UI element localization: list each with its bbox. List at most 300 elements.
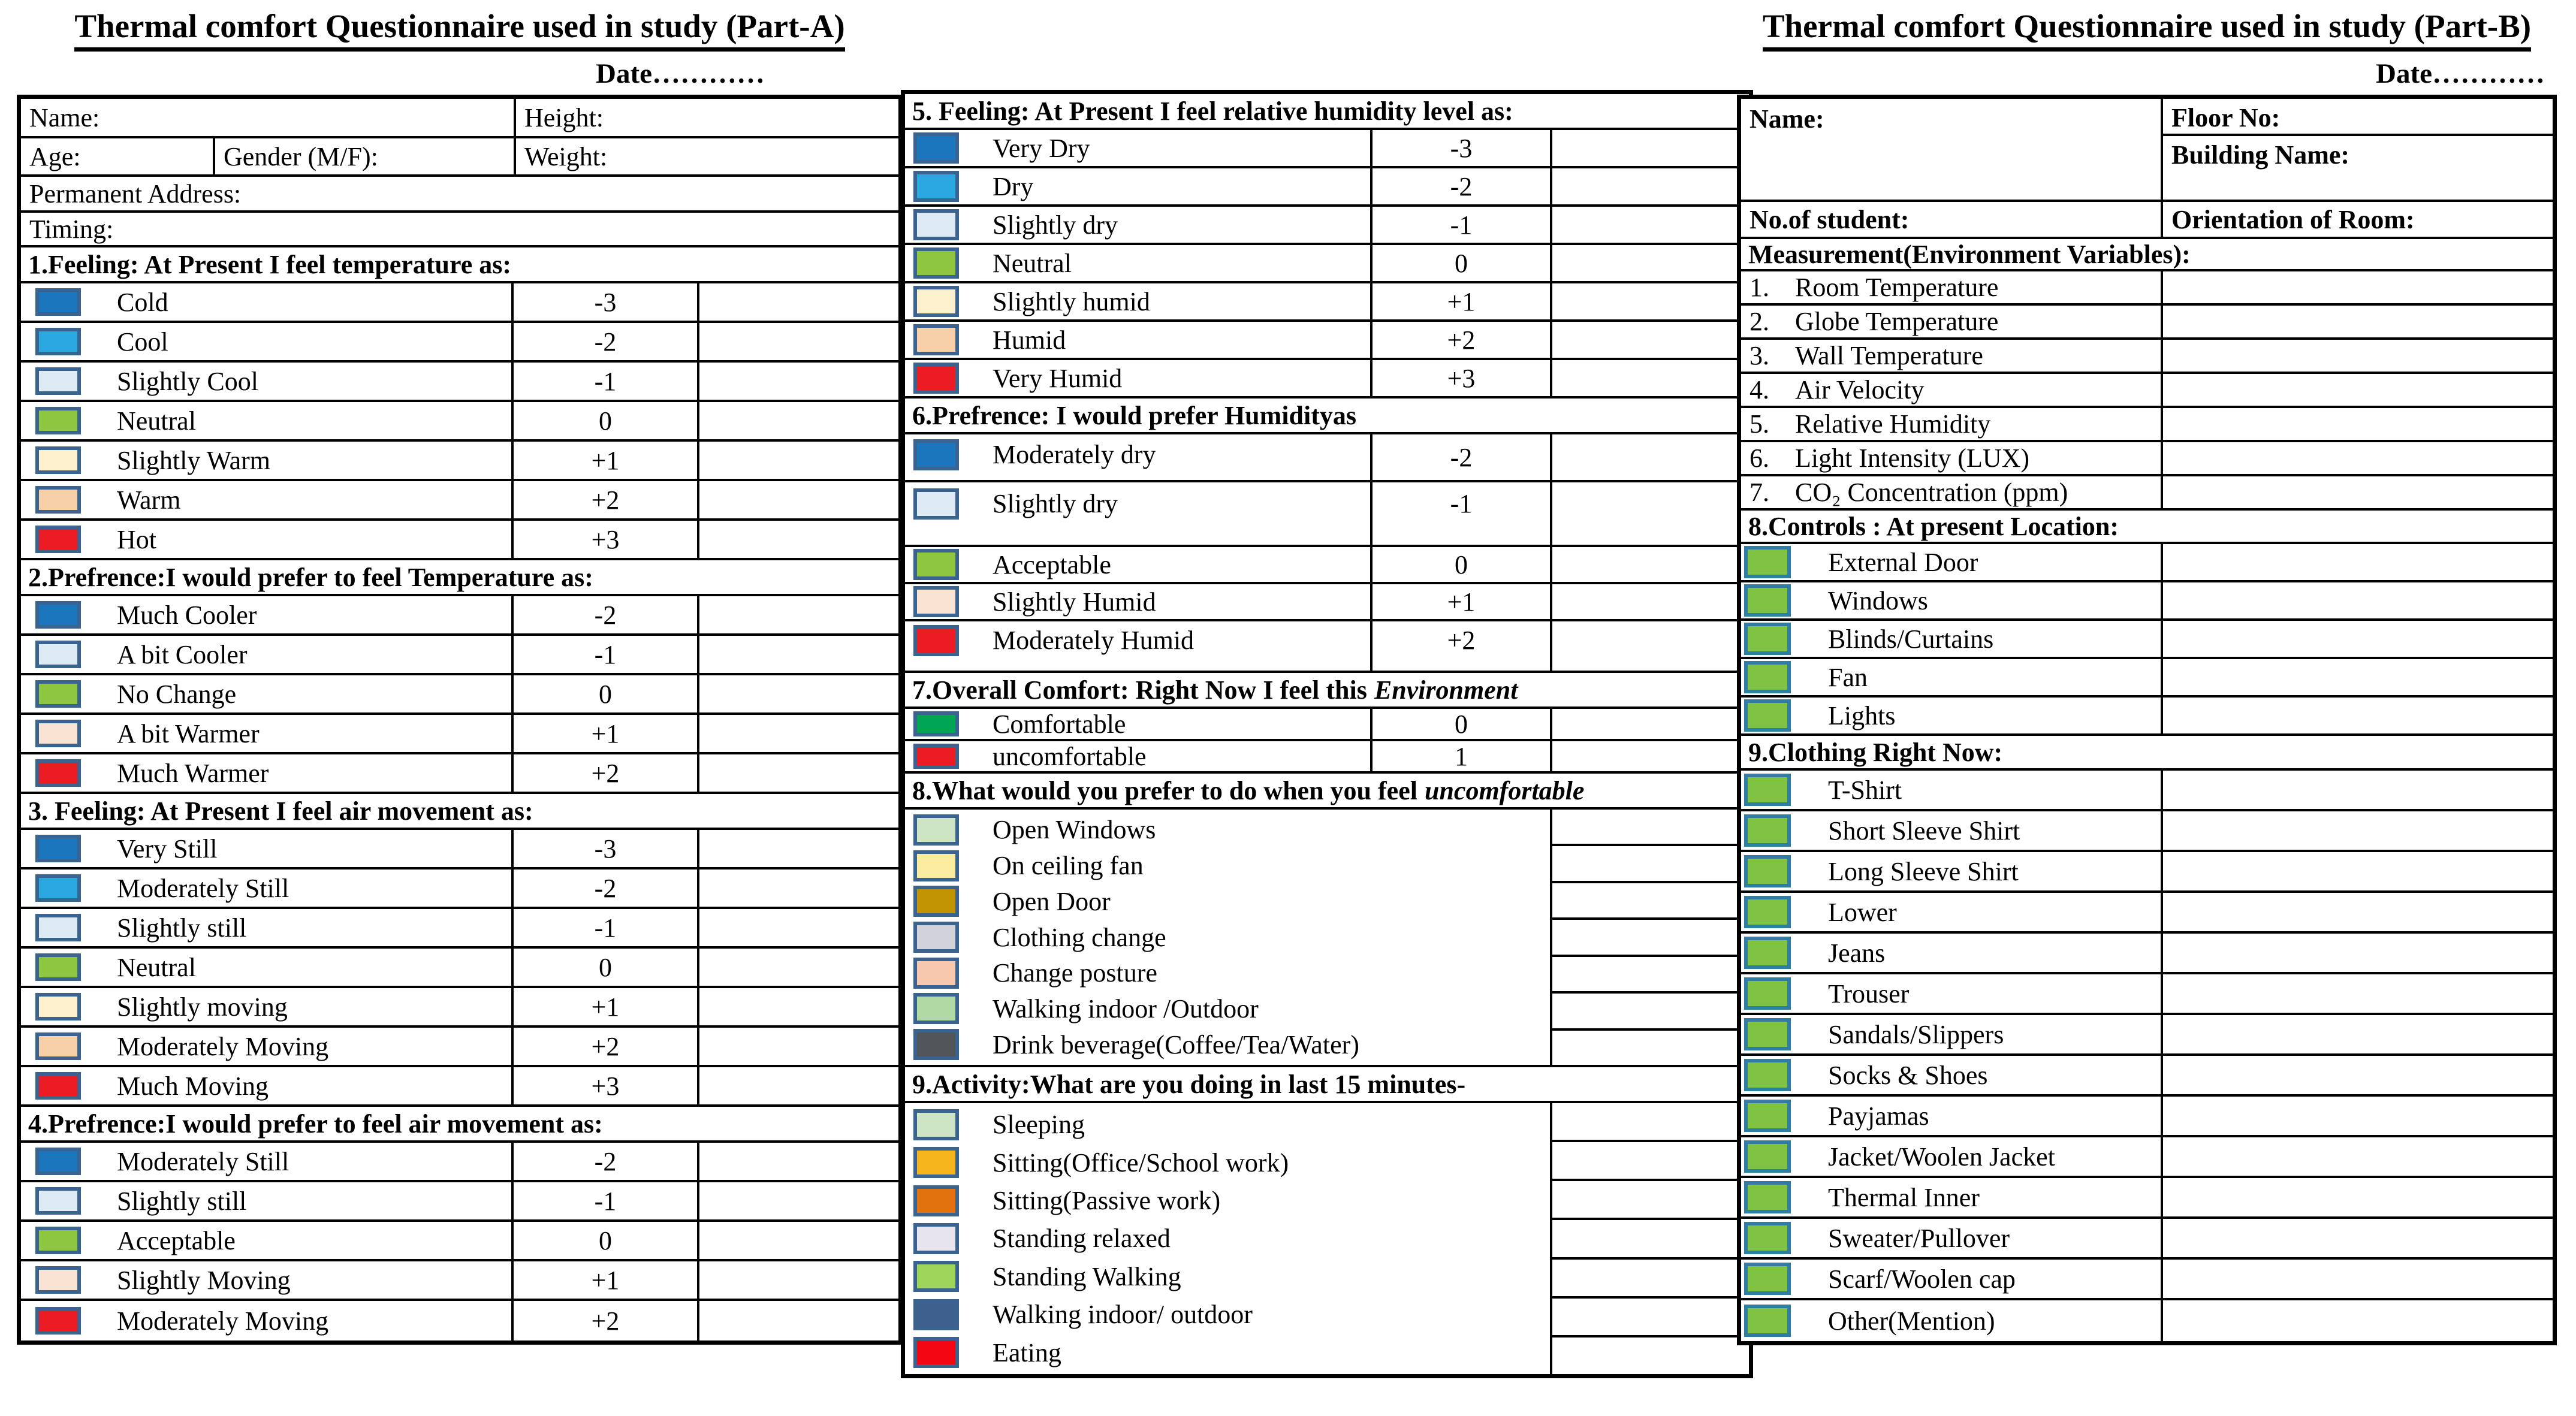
item-row	[21, 323, 898, 363]
answer-cell[interactable]	[1552, 810, 1749, 846]
color-swatch	[913, 247, 959, 279]
color-swatch	[913, 993, 959, 1024]
control-row	[1741, 659, 2553, 698]
color-swatch	[35, 874, 81, 902]
section-7-header: 7.Overall Comfort: Right Now I feel this Environment	[912, 675, 1518, 705]
answer-cell[interactable]	[1552, 846, 1749, 883]
option-label: Drink beverage(Coffee/Tea/Water)	[993, 1029, 1359, 1059]
measurement-row	[1741, 271, 2553, 306]
answer-cell[interactable]	[697, 363, 898, 400]
color-swatch	[35, 1032, 81, 1060]
item-label: Acceptable	[993, 550, 1111, 579]
answer-cell[interactable]	[1552, 1031, 1749, 1065]
answer-cell[interactable]	[697, 636, 898, 673]
color-swatch	[913, 488, 959, 520]
section-5-header: 5. Feeling: At Present I feel relative humidity level as:	[912, 96, 1513, 126]
height-field[interactable]: Height:	[514, 99, 898, 136]
answer-cell[interactable]	[1552, 920, 1749, 956]
part-a-title: Thermal comfort Questionnaire used in study (Part-A)	[17, 7, 903, 52]
panel-part-a	[17, 7, 903, 1345]
control-label: External Door	[1828, 547, 1978, 577]
section-2-header: 2.Prefrence:I would prefer to feel Temperature as:	[28, 562, 593, 592]
option	[905, 848, 1550, 884]
measurement-label: Light Intensity (LUX)	[1795, 443, 2030, 473]
color-swatch	[1744, 584, 1791, 617]
item-row	[21, 481, 898, 521]
address-field[interactable]: Permanent Address:	[29, 179, 242, 209]
answer-cell[interactable]	[1552, 1220, 1749, 1259]
item-row	[21, 949, 898, 988]
answer-cell[interactable]	[2161, 408, 2553, 440]
option-label: Standing relaxed	[993, 1224, 1171, 1254]
info-row	[21, 99, 898, 138]
item-row	[21, 1301, 898, 1340]
answer-cell[interactable]	[697, 596, 898, 633]
control-row	[1741, 544, 2553, 582]
clothing-row	[1741, 1015, 2553, 1056]
item-row	[21, 1182, 898, 1222]
item-label: Slightly still	[117, 1186, 247, 1216]
orientation-field[interactable]: Orientation of Room:	[2161, 202, 2553, 237]
answer-cell[interactable]	[697, 869, 898, 907]
row-number: 6.	[1749, 443, 1769, 473]
answer-cell[interactable]	[2161, 271, 2553, 303]
answer-cell[interactable]	[2161, 476, 2553, 508]
answer-cell[interactable]	[1550, 434, 1749, 480]
floor-no-field[interactable]: Floor No:	[2171, 103, 2281, 132]
item-row	[21, 1143, 898, 1182]
item-row	[21, 363, 898, 402]
answer-cell[interactable]	[2161, 698, 2553, 733]
answer-cell[interactable]	[697, 949, 898, 986]
scale-value: 1	[1370, 741, 1550, 771]
color-swatch	[913, 1147, 959, 1178]
answer-cell[interactable]	[1552, 1337, 1749, 1374]
answer-cell[interactable]	[697, 323, 898, 360]
color-swatch	[913, 586, 959, 617]
clothing-row	[1741, 1219, 2553, 1260]
answer-cell[interactable]	[697, 675, 898, 712]
option	[905, 1106, 1550, 1143]
answer-cell[interactable]	[697, 830, 898, 867]
clothing-row	[1741, 893, 2553, 934]
answer-cell[interactable]	[1552, 1299, 1749, 1337]
section-9-header: 9.Activity:What are you doing in last 15 minutes-	[912, 1069, 1466, 1099]
option	[905, 1026, 1550, 1062]
answer-cell[interactable]	[697, 1143, 898, 1180]
item-row	[21, 1261, 898, 1301]
answer-cell[interactable]	[2161, 442, 2553, 474]
measurement-row	[1741, 476, 2553, 511]
color-swatch	[1744, 1305, 1791, 1337]
color-swatch	[35, 680, 81, 708]
option	[905, 1296, 1550, 1333]
option	[905, 1143, 1550, 1181]
color-swatch	[913, 886, 959, 917]
row-number: 3.	[1749, 341, 1769, 370]
answer-cell[interactable]	[2161, 582, 2553, 618]
item-row	[21, 521, 898, 560]
answer-cell[interactable]	[2161, 934, 2553, 972]
option	[905, 812, 1550, 848]
scale-value: 0	[1370, 547, 1550, 582]
item-row	[21, 1222, 898, 1261]
item-label: Dry	[993, 171, 1034, 201]
scale-value: 0	[1370, 245, 1550, 281]
section-header-row	[1741, 736, 2553, 771]
color-swatch	[913, 1185, 959, 1216]
answer-cell[interactable]	[2161, 893, 2553, 931]
clothing-row	[1741, 934, 2553, 974]
item-label: Neutral	[117, 952, 196, 982]
color-swatch	[1744, 661, 1791, 693]
measurement-label: Wall Temperature	[1795, 341, 1983, 370]
middle-table	[901, 90, 1753, 1378]
age-field[interactable]: Age:	[29, 141, 81, 171]
part-b-table	[1737, 95, 2557, 1345]
clothing-label: T-Shirt	[1828, 775, 1902, 805]
scale-value: +2	[511, 1301, 697, 1340]
color-swatch	[913, 549, 959, 580]
measurement-row	[1741, 306, 2553, 340]
scale-value: -1	[1370, 482, 1550, 545]
answer-cell[interactable]	[2161, 1178, 2553, 1216]
color-swatch	[913, 1109, 959, 1140]
answer-cell[interactable]	[697, 1301, 898, 1340]
control-row	[1741, 698, 2553, 736]
color-swatch	[1744, 1059, 1791, 1091]
clothing-row	[1741, 1137, 2553, 1178]
option-label: On ceiling fan	[993, 851, 1144, 881]
scale-value: -1	[511, 909, 697, 946]
clothing-label: Sweater/Pullover	[1828, 1223, 2010, 1253]
students-field[interactable]: No.of student:	[1749, 204, 1910, 234]
color-swatch	[913, 171, 959, 202]
answer-cell[interactable]	[2161, 1300, 2553, 1341]
color-swatch	[1744, 546, 1791, 578]
answer-cell[interactable]	[697, 1182, 898, 1219]
answer-cell[interactable]	[697, 909, 898, 946]
color-swatch	[913, 1029, 959, 1060]
item-label: Much Moving	[117, 1071, 269, 1101]
item-label: Comfortable	[993, 709, 1126, 739]
color-swatch	[913, 1337, 959, 1368]
color-swatch	[1744, 1018, 1791, 1050]
answer-cell[interactable]	[2161, 974, 2553, 1013]
answer-cell[interactable]	[2161, 1137, 2553, 1176]
section-header-row	[21, 560, 898, 596]
item-row	[905, 621, 1749, 673]
answer-cell[interactable]	[2161, 1015, 2553, 1053]
answer-cell[interactable]	[1550, 709, 1749, 739]
measurement-label: Room Temperature	[1795, 273, 1999, 302]
answer-cell[interactable]	[697, 988, 898, 1025]
color-swatch	[1744, 774, 1791, 806]
answer-cell[interactable]	[1550, 360, 1749, 396]
answer-cell[interactable]	[1552, 1103, 1749, 1142]
section-header-row	[21, 794, 898, 830]
item-row	[905, 709, 1749, 741]
option-label: Sitting(Office/School work)	[993, 1148, 1289, 1178]
item-label: Humid	[993, 325, 1066, 355]
item-row	[21, 988, 898, 1028]
clothing-label: Scarf/Woolen cap	[1828, 1264, 2016, 1294]
answer-cell[interactable]	[1552, 957, 1749, 994]
scale-value: +1	[1370, 584, 1550, 619]
answer-cell[interactable]	[697, 283, 898, 321]
scale-value: +3	[511, 521, 697, 558]
option-label: Open Windows	[993, 815, 1156, 845]
option	[905, 1334, 1550, 1372]
option	[905, 919, 1550, 955]
control-label: Windows	[1828, 585, 1928, 615]
answer-cell[interactable]	[1552, 1260, 1749, 1299]
item-label: Neutral	[117, 406, 196, 436]
color-swatch	[35, 835, 81, 862]
scale-value: +2	[1370, 322, 1550, 358]
answer-cell[interactable]	[2161, 544, 2553, 580]
scale-value: +2	[511, 481, 697, 518]
clothing-row	[1741, 1300, 2553, 1341]
item-label: Warm	[117, 485, 181, 515]
measurement-label: Air Velocity	[1795, 375, 1925, 404]
scale-value: -1	[511, 636, 697, 673]
item-row	[905, 434, 1749, 482]
scale-value: +1	[511, 988, 697, 1025]
answer-cell[interactable]	[2161, 1260, 2553, 1298]
answer-cell[interactable]	[1550, 584, 1749, 619]
answer-cell[interactable]	[2161, 659, 2553, 695]
answer-cell[interactable]	[1550, 741, 1749, 771]
answer-cell[interactable]	[1552, 883, 1749, 920]
item-label: Moderately Still	[117, 1146, 289, 1176]
item-label: Very Humid	[993, 363, 1123, 393]
option	[905, 1258, 1550, 1296]
answer-cell[interactable]	[1552, 1142, 1749, 1181]
answer-cell[interactable]	[1550, 322, 1749, 358]
section-1-header: 1.Feeling: At Present I feel temperature as:	[28, 249, 512, 279]
answer-cell[interactable]	[1550, 547, 1749, 582]
option-label: Walking indoor /Outdoor	[993, 994, 1259, 1023]
scale-value: -3	[511, 283, 697, 321]
answer-cell[interactable]	[1550, 207, 1749, 243]
clothing-label: Sandals/Slippers	[1828, 1019, 2004, 1049]
scale-value: +1	[511, 715, 697, 752]
option	[905, 1219, 1550, 1257]
answer-cell[interactable]	[697, 1261, 898, 1299]
answer-cell[interactable]	[697, 521, 898, 558]
answer-cell[interactable]	[1552, 994, 1749, 1030]
option	[905, 1182, 1550, 1219]
answer-cell[interactable]	[2161, 340, 2553, 372]
scale-value: +1	[511, 1261, 697, 1299]
answer-cell[interactable]	[697, 754, 898, 792]
info-row	[21, 213, 898, 247]
color-swatch	[1744, 977, 1791, 1010]
scale-value: -1	[511, 1182, 697, 1219]
option	[905, 883, 1550, 919]
measurement-label: Relative Humidity	[1795, 409, 1991, 439]
answer-cell[interactable]	[2161, 1097, 2553, 1135]
answer-cell[interactable]	[1552, 1181, 1749, 1220]
item-label: Slightly Humid	[993, 587, 1156, 617]
answer-cell[interactable]	[1550, 130, 1749, 166]
clothing-header: 9.Clothing Right Now:	[1748, 737, 2003, 767]
control-row	[1741, 621, 2553, 659]
answer-cell[interactable]	[2161, 1056, 2553, 1094]
color-swatch	[913, 363, 959, 394]
answer-cell[interactable]	[2161, 771, 2553, 809]
control-label: Lights	[1828, 701, 1896, 730]
row-number: 1.	[1749, 273, 1769, 302]
item-row	[21, 636, 898, 675]
option-label: Eating	[993, 1337, 1061, 1367]
color-swatch	[913, 1299, 959, 1330]
measurement-row	[1741, 442, 2553, 476]
clothing-row	[1741, 811, 2553, 852]
answer-cell[interactable]	[697, 1067, 898, 1104]
color-swatch	[913, 439, 959, 470]
building-name-field[interactable]: Building Name:	[2171, 140, 2350, 170]
item-label: Cold	[117, 287, 168, 317]
scale-value: 0	[511, 1222, 697, 1259]
scale-value: +3	[511, 1067, 697, 1104]
option-label: Sitting(Passive work)	[993, 1186, 1221, 1216]
answer-cell[interactable]	[1550, 283, 1749, 319]
item-label: Slightly humid	[993, 286, 1150, 316]
color-swatch	[35, 720, 81, 747]
item-row	[905, 741, 1749, 774]
color-swatch	[1744, 814, 1791, 847]
clothing-label: Short Sleeve Shirt	[1828, 816, 2020, 846]
scale-value: 0	[1370, 709, 1550, 739]
scale-value: +2	[1370, 621, 1550, 671]
answer-cell[interactable]	[697, 715, 898, 752]
color-swatch	[913, 922, 959, 953]
options-row	[905, 1103, 1749, 1374]
control-label: Fan	[1828, 662, 1868, 692]
row-number: 2.	[1749, 307, 1769, 336]
answer-cell[interactable]	[1550, 621, 1749, 671]
answer-cell[interactable]	[697, 1222, 898, 1259]
color-swatch	[35, 601, 81, 629]
item-label: Slightly moving	[117, 992, 288, 1022]
options-row	[905, 810, 1749, 1067]
item-label: Very Still	[117, 834, 218, 864]
answer-cell[interactable]	[697, 481, 898, 518]
measurement-label: Globe Temperature	[1795, 307, 1999, 336]
gender-field[interactable]: Gender (M/F):	[213, 138, 514, 174]
option-label: Open Door	[993, 886, 1111, 916]
item-row	[21, 869, 898, 909]
answer-cell[interactable]	[2161, 621, 2553, 657]
section-header-row	[905, 774, 1749, 810]
name-field[interactable]: Name:	[29, 102, 100, 132]
section-header-row	[1741, 511, 2553, 544]
clothing-label: Lower	[1828, 897, 1897, 927]
item-row	[21, 402, 898, 442]
item-row	[21, 715, 898, 754]
scale-value: -2	[511, 869, 697, 907]
item-label: A bit Warmer	[117, 718, 260, 748]
item-label: Much Warmer	[117, 758, 269, 788]
color-swatch	[1744, 699, 1791, 732]
clothing-row	[1741, 1178, 2553, 1219]
answer-cell[interactable]	[2161, 374, 2553, 406]
scale-value: -2	[511, 1143, 697, 1180]
answer-cell[interactable]	[697, 1028, 898, 1065]
section-6-header: 6.Prefrence: I would prefer Humidityas	[912, 400, 1356, 430]
scale-value: +2	[511, 1028, 697, 1065]
color-swatch	[1744, 1263, 1791, 1295]
answer-cell[interactable]	[2161, 306, 2553, 337]
scale-value: -3	[511, 830, 697, 867]
name-field[interactable]: Name:	[1749, 104, 1824, 134]
measurement-row	[1741, 408, 2553, 442]
clothing-label: Thermal Inner	[1828, 1182, 1980, 1212]
option-label: Standing Walking	[993, 1261, 1181, 1291]
clothing-label: Long Sleeve Shirt	[1828, 856, 2019, 886]
color-swatch	[35, 1227, 81, 1254]
measurement-row	[1741, 340, 2553, 374]
measurement-header: Measurement(Environment Variables):	[1748, 239, 2191, 269]
color-swatch	[35, 759, 81, 787]
scale-value: -1	[1370, 207, 1550, 243]
answer-cell[interactable]	[1550, 168, 1749, 204]
color-swatch	[35, 1072, 81, 1100]
item-label: Slightly dry	[993, 489, 1118, 518]
answer-cell[interactable]	[2161, 811, 2553, 850]
weight-field[interactable]: Weight:	[514, 138, 898, 174]
option-label: Sleeping	[993, 1110, 1085, 1140]
answer-cell[interactable]	[2161, 852, 2553, 890]
control-label: Blinds/Curtains	[1828, 624, 1994, 654]
color-swatch	[913, 744, 959, 769]
item-label: Slightly still	[117, 913, 247, 943]
answer-cell[interactable]	[2161, 1219, 2553, 1257]
item-row	[21, 830, 898, 869]
scale-value: 0	[511, 949, 697, 986]
scale-value: 0	[511, 675, 697, 712]
scale-value: +1	[1370, 283, 1550, 319]
control-row	[1741, 582, 2553, 621]
scale-value: -3	[1370, 130, 1550, 166]
answer-cell[interactable]	[1550, 482, 1749, 545]
answer-cell[interactable]	[1550, 245, 1749, 281]
color-swatch	[35, 914, 81, 941]
item-label: Moderately Still	[117, 873, 289, 903]
item-row	[21, 675, 898, 715]
item-row	[21, 1028, 898, 1067]
item-row	[905, 322, 1749, 360]
clothing-label: Other(Mention)	[1828, 1306, 1995, 1336]
section-header-row	[21, 1107, 898, 1143]
section-header-row	[905, 398, 1749, 434]
color-swatch	[35, 526, 81, 553]
panel-middle	[901, 90, 1753, 1378]
color-swatch	[913, 324, 959, 355]
color-swatch	[35, 407, 81, 434]
section-header-row	[905, 1067, 1749, 1103]
timing-field[interactable]: Timing:	[29, 214, 114, 244]
answer-cell[interactable]	[697, 442, 898, 479]
color-swatch	[35, 993, 81, 1021]
answer-cell[interactable]	[697, 402, 898, 439]
item-label: Slightly Moving	[117, 1265, 291, 1295]
clothing-label: Trouser	[1828, 979, 1910, 1009]
clothing-row	[1741, 1097, 2553, 1137]
clothing-row	[1741, 1260, 2553, 1300]
